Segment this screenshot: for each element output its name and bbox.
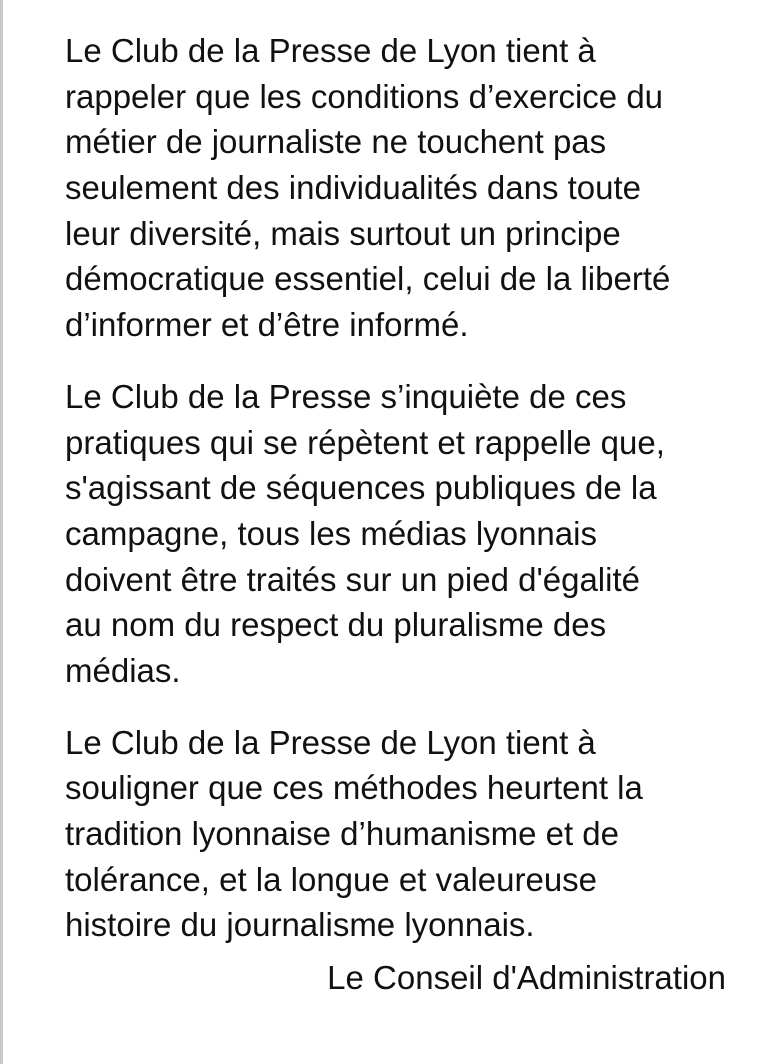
paragraph-line: souligner que ces méthodes heurtent la [65, 769, 643, 807]
paragraph-1 [65, 28, 745, 348]
paragraph-line: tradition lyonnaise d’humanisme et de [65, 815, 619, 852]
paragraph-line: médias. [65, 651, 181, 689]
signature: Le Conseil d'Administration [327, 959, 726, 996]
paragraph-line: Le Club de la Presse de Lyon tient à [65, 32, 596, 69]
paragraph-line: métier de journaliste ne touchent pas [65, 123, 607, 161]
paragraph-2 [65, 374, 745, 694]
paragraph-line: s'agissant de séquences publiques de la [65, 469, 657, 507]
paragraph-line: rappeler que les conditions d’exercice du [65, 77, 664, 115]
paragraph-line: d’informer et d’être informé. [65, 306, 469, 344]
paragraph-line: histoire du journalisme lyonnais. [65, 906, 535, 944]
page-left-border [0, 0, 3, 1064]
paragraph-line: au nom du respect du pluralisme des [65, 606, 607, 644]
paragraph-line: seulement des individualités dans toute [65, 169, 642, 207]
paragraph-line: pratiques qui se répètent et rappelle que, [65, 423, 665, 461]
paragraph-line: Le Club de la Presse s’inquiète de ces [65, 377, 627, 415]
statement-text [65, 28, 745, 974]
paragraph-line: Le Club de la Presse de Lyon tient à [65, 723, 596, 761]
paragraph-line: campagne, tous les médias lyonnais [65, 514, 597, 552]
paragraph-line: doivent être traités sur un pied d'égalité [65, 560, 640, 598]
paragraph-line: tolérance, et la longue et valeureuse [65, 860, 598, 898]
paragraph-line: leur diversité, mais surtout un principe [65, 214, 621, 252]
paragraph-3 [65, 720, 745, 948]
paragraph-line: démocratique essentiel, celui de la liberté [65, 260, 671, 298]
